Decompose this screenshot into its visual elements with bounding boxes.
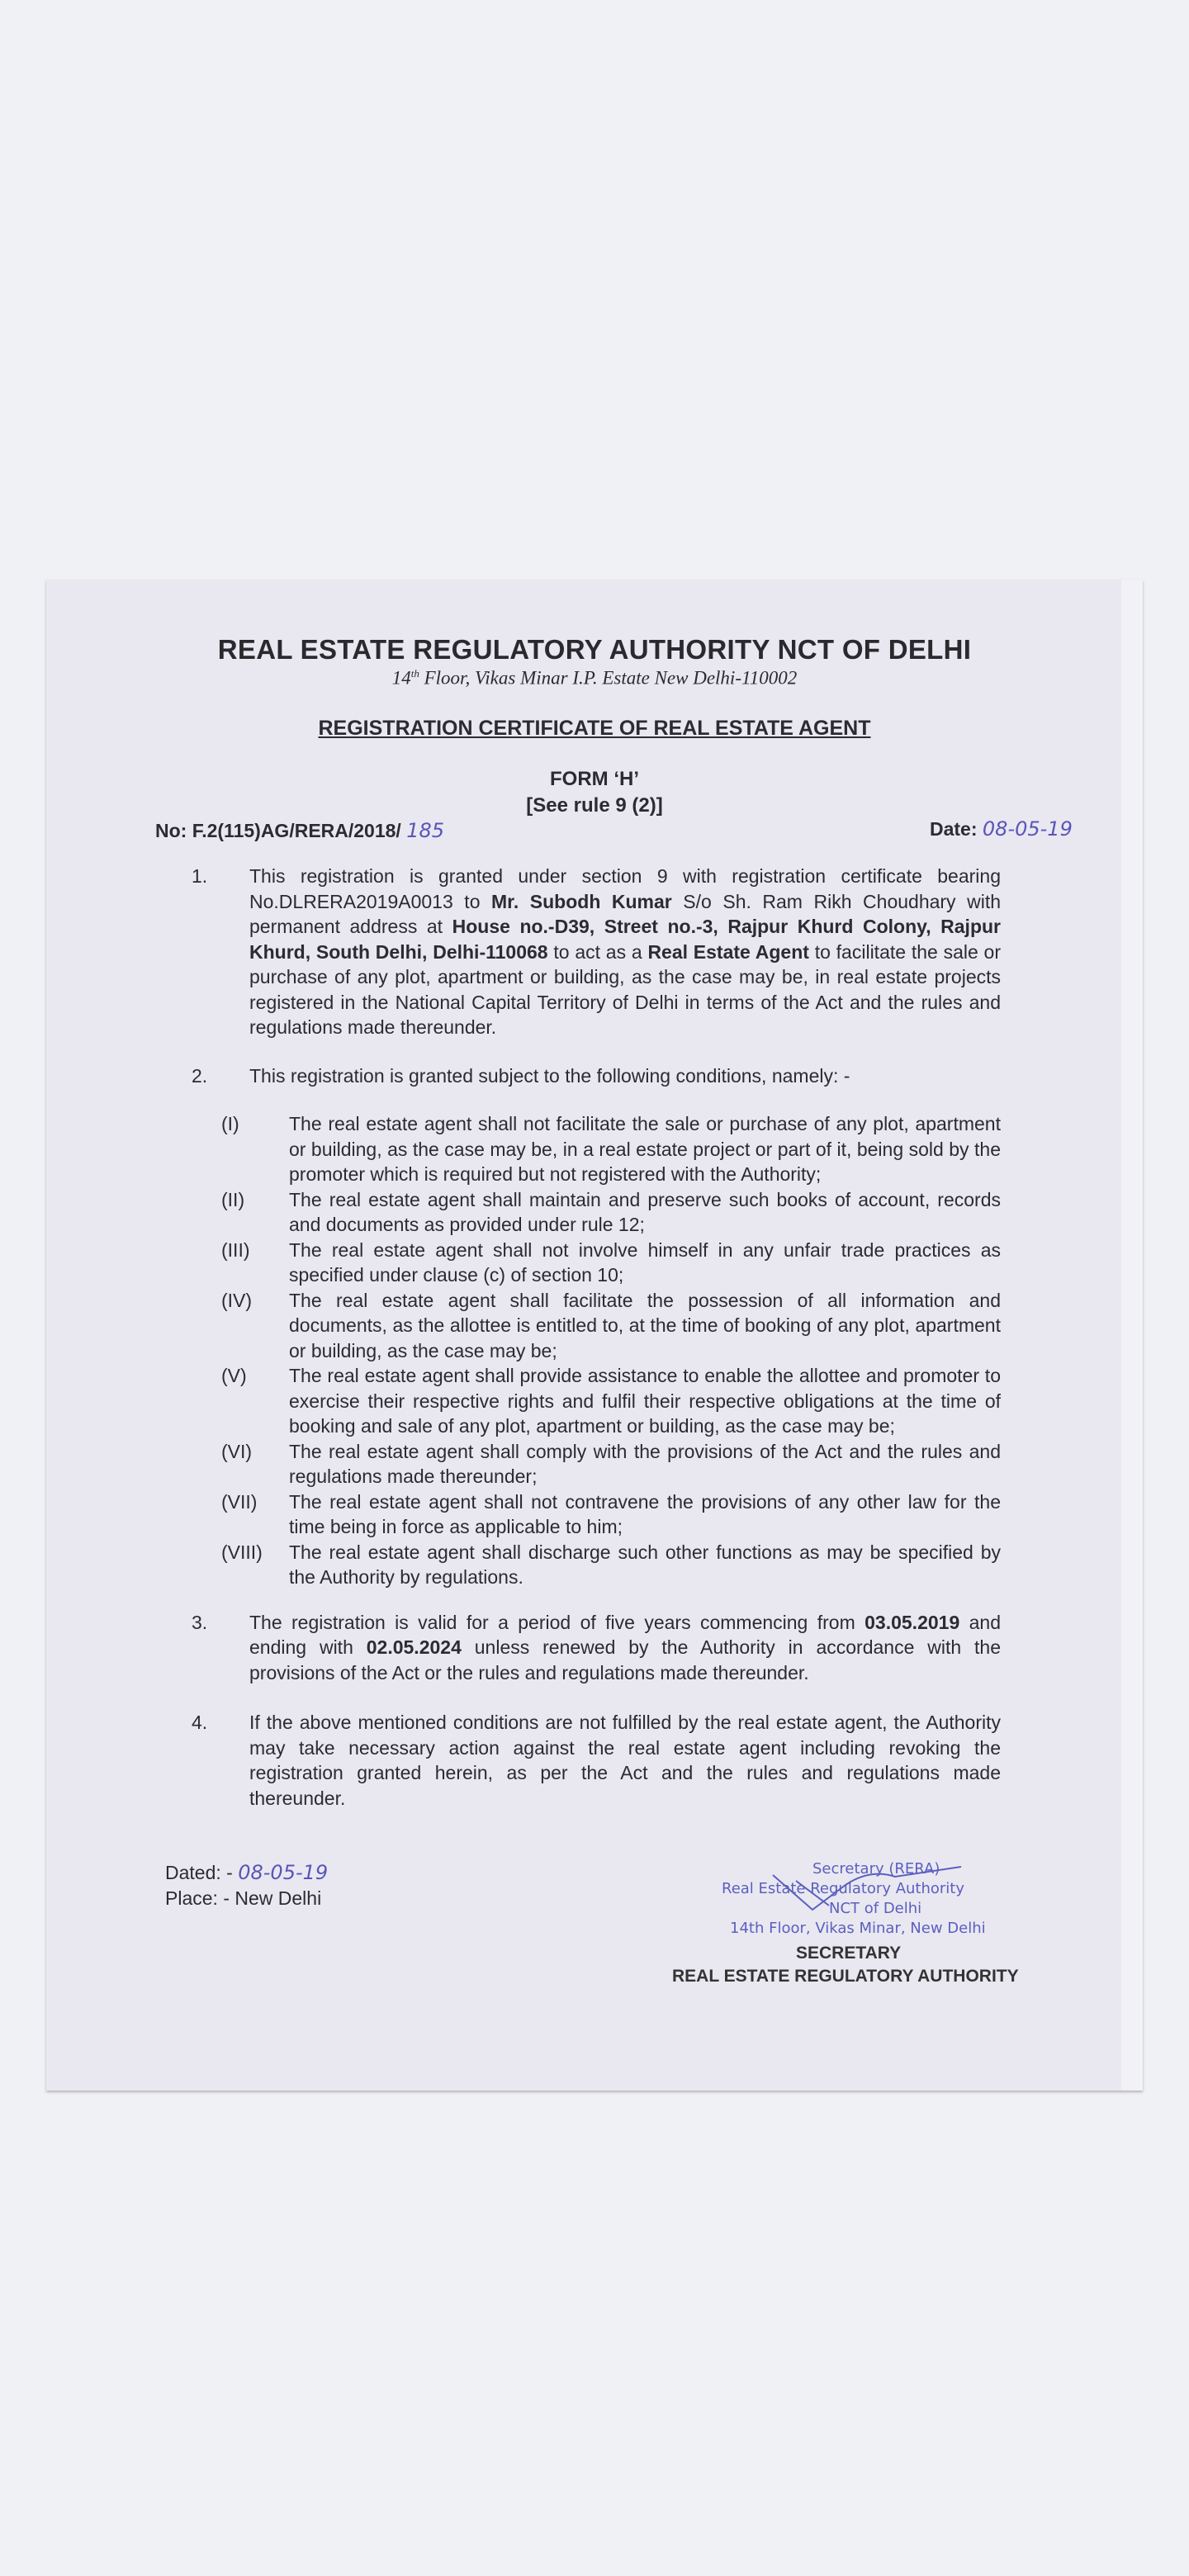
- authority-title: REAL ESTATE REGULATORY AUTHORITY NCT OF DELHI: [217, 634, 972, 665]
- paragraph-text: This registration is granted subject to the following conditions, namely: -: [249, 1064, 850, 1087]
- paragraph-text: This registration is granted under section 9 with registration certificate bearing No.DLRERA2019A0013 to Mr. Subodh Kumar S/o Sh. Ram Rikh Choudhary with permanent address at House no.-D39, Street no.-3, Rajpur Khurd Colony, Rajpur Khurd, South Delhi, Delhi-110068 to act as a Real Estate Agent to facilitate the sale or purchase of any plot, apartment or building, as the case may be, in real estate projects registered in the National Capital Territory of Delhi in terms of the Act and the rules and regulations made thereunder.: [249, 865, 1001, 1038]
- certificate-document: [46, 580, 1143, 2091]
- stamp-line: Secretary (RERA): [812, 1860, 940, 1878]
- stamp-line: Real Estate Regulatory Authority: [722, 1880, 965, 1897]
- condition-item: [46, 1187, 1143, 1238]
- condition-text: The real estate agent shall not involve himself in any unfair trade practices as specified under clause (c) of section 10;: [289, 1238, 1001, 1286]
- signature-block: [647, 1860, 1060, 2009]
- condition-text: The real estate agent shall facilitate the possession of all information and documents, as the allottee is entitled to, at the time of booking of any plot, apartment or building, as the case may be;: [289, 1289, 1001, 1361]
- handwritten-date: 08-05-19: [982, 817, 1073, 841]
- condition-text: The real estate agent shall provide assistance to enable the allottee and promoter to exercise their respective rights and fulfil their respective obligations at the time of booking and sale of any plot, apartment or building, as the case may be;: [289, 1365, 1001, 1437]
- condition-number: (III): [221, 1238, 250, 1261]
- condition-text: The real estate agent shall discharge such other functions as may be specified by the Authority by regulations.: [289, 1541, 1001, 1588]
- condition-number: (IV): [221, 1289, 253, 1311]
- signatory-organization: REAL ESTATE REGULATORY AUTHORITY: [672, 1967, 1019, 1986]
- place-line: Place: - New Delhi: [165, 1887, 322, 1909]
- condition-item: [46, 1489, 1143, 1540]
- paragraph-1: [46, 864, 1143, 1040]
- form-heading: FORM ‘H’ [See rule 9 (2)]: [526, 768, 663, 817]
- paragraph-number: 1.: [192, 865, 208, 887]
- paragraph-4: [46, 1710, 1143, 1811]
- condition-text: The real estate agent shall not facilitate the sale or purchase of any plot, apartment or building, as the case may be, in a real estate project or part of it, being sold by the promoter which is required but not registered with the Authority;: [289, 1113, 1001, 1185]
- paragraph-text: If the above mentioned conditions are not fulfilled by the real estate agent, the Authority may take necessary action against the real estate agent including revoking the registration granted herein, as per the Act and the rules and regulations made thereunder.: [249, 1712, 1001, 1809]
- paragraph-2: [46, 1063, 1143, 1089]
- condition-number: (VIII): [221, 1541, 263, 1563]
- condition-number: (V): [221, 1365, 247, 1386]
- conditions-list: [46, 1111, 1143, 1590]
- certificate-title: REGISTRATION CERTIFICATE OF REAL ESTATE AGENT: [318, 717, 871, 740]
- certificate-footer: [46, 1860, 1143, 2009]
- signatory-title: SECRETARY: [796, 1944, 902, 1963]
- certificate-body: [46, 864, 1143, 2009]
- handwritten-dated: 08-05-19: [238, 1861, 329, 1884]
- dated-line: Dated: - 08-05-19: [165, 1861, 329, 1884]
- handwritten-number: 185: [406, 819, 445, 842]
- condition-item: [46, 1111, 1143, 1187]
- condition-text: The real estate agent shall maintain and preserve such books of account, records and documents as provided under rule 12;: [289, 1188, 1001, 1235]
- paragraph-3: [46, 1610, 1143, 1686]
- paragraph-number: 4.: [192, 1712, 208, 1733]
- condition-number: (II): [221, 1188, 245, 1210]
- condition-text: The real estate agent shall not contravene the provisions of any other law for the time being in force as applicable to him;: [289, 1490, 1001, 1537]
- condition-item: [46, 1439, 1143, 1489]
- condition-number: (VI): [221, 1440, 253, 1462]
- stamp-line: NCT of Delhi: [829, 1900, 922, 1917]
- condition-item: [46, 1238, 1143, 1288]
- stamp-line: 14th Floor, Vikas Minar, New Delhi: [730, 1920, 986, 1937]
- paragraph-number: 2.: [192, 1064, 208, 1087]
- signature-scribble: [771, 1860, 969, 1918]
- registration-number: No: F.2(115)AG/RERA/2018/ 185: [155, 819, 445, 842]
- condition-number: (I): [221, 1113, 239, 1134]
- issue-date: Date: 08-05-19: [930, 817, 1073, 841]
- dated-place: [165, 1860, 328, 2009]
- authority-address: 14th Floor, Vikas Minar I.P. Estate New Delhi-110002: [391, 667, 798, 689]
- condition-text: The real estate agent shall comply with the provisions of the Act and the rules and regulations made thereunder;: [289, 1440, 1001, 1487]
- condition-item: [46, 1363, 1143, 1439]
- condition-item: [46, 1288, 1143, 1364]
- paragraph-number: 3.: [192, 1611, 208, 1633]
- condition-item: [46, 1540, 1143, 1590]
- condition-number: (VII): [221, 1490, 258, 1513]
- paragraph-text: The registration is valid for a period of five years commencing from 03.05.2019 and ending with 02.05.2024 unless renewed by the Authority in accordance with the provisions of the Act or the rules and regulations made thereunder.: [249, 1611, 1002, 1683]
